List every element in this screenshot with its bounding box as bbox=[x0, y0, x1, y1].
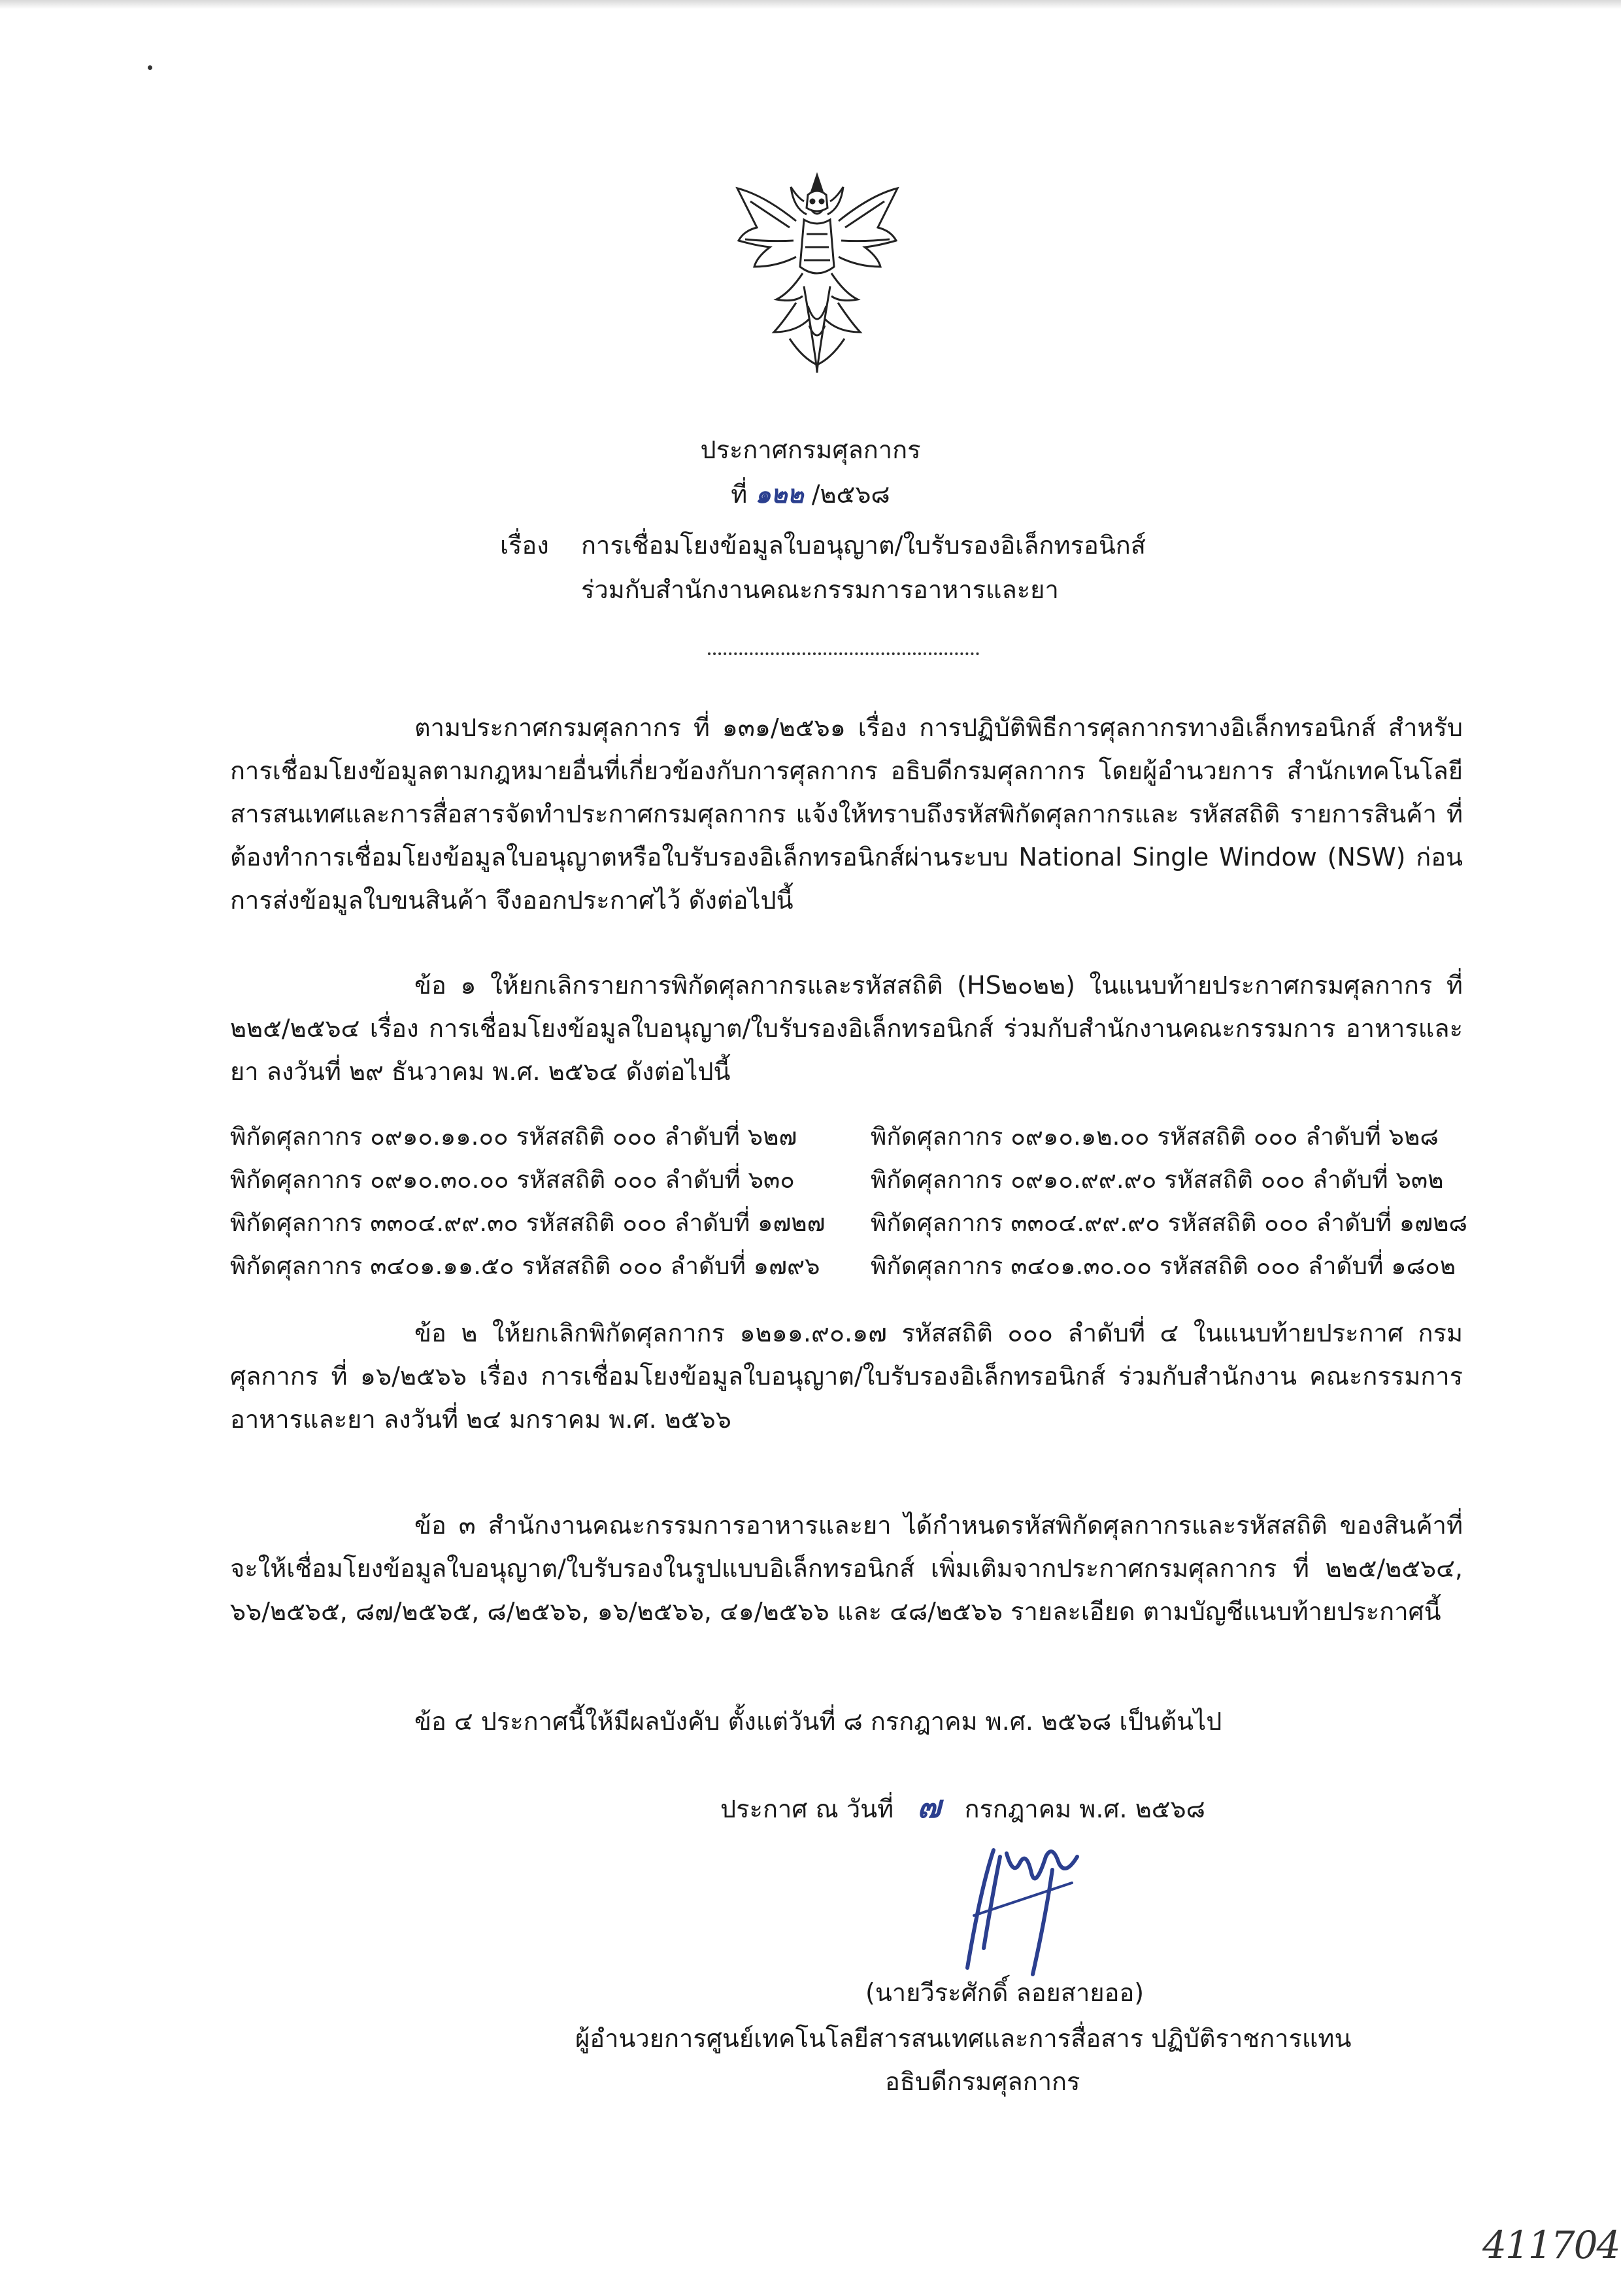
code-item: พิกัดศุลกากร ๓๔๐๑.๓๐.๐๐ รหัสสถิติ ๐๐๐ ลำดับที่ ๑๘๐๒ bbox=[871, 1252, 1456, 1280]
code-row bbox=[230, 1245, 1472, 1288]
signer-position bbox=[575, 2023, 1351, 2054]
clause-2 bbox=[230, 1311, 1463, 1441]
handwritten-day: ๗ bbox=[917, 1789, 941, 1825]
subject-line-2 bbox=[581, 574, 1059, 605]
number-suffix: /๒๕๖๘ bbox=[811, 480, 890, 509]
code-row bbox=[230, 1202, 1472, 1245]
intro-paragraph bbox=[230, 706, 1463, 922]
clause-1 bbox=[230, 964, 1463, 1093]
signature-icon bbox=[954, 1837, 1111, 1981]
garuda-emblem-icon bbox=[731, 169, 904, 378]
number-prefix: ที่ bbox=[731, 480, 748, 509]
clause-2-text: ข้อ ๒ ให้ยกเลิกพิกัดศุลกากร ๑๒๑๑.๙๐.๑๗ รหัสสถิติ ๐๐๐ ลำดับที่ ๔ ในแนบท้ายประกาศ กรมศุลกากร ที่ ๑๖/๒๕๖๖ เรื่อง การเชื่อมโยงข้อมูลใบอนุญาต/ใบรับรองอิเล็กทรอนิกส์ ร่วมกับสำนักงาน คณะกรรมการอาหารและยา ลงวันที่ ๒๔ มกราคม พ.ศ. ๒๕๖๖ bbox=[230, 1319, 1463, 1434]
intro-text: ตามประกาศกรมศุลกากร ที่ ๑๓๑/๒๕๖๑ เรื่อง การปฏิบัติพิธีการศุลกากรทางอิเล็กทรอนิกส์ สำหรับการเชื่อมโยงข้อมูลตามกฎหมายอื่นที่เกี่ยวข้องกับการศุลกากร อธิบดีกรมศุลกากร โดยผู้อำนวยการ สำนักเทคโนโลยีสารสนเทศและการสื่อสารจัดทำประกาศกรมศุลกากร แจ้งให้ทราบถึงรหัสพิกัดศุลกากรและ รหัสสถิติ รายการสินค้า ที่ต้องทำการเชื่อมโยงข้อมูลใบอนุญาตหรือใบรับรองอิเล็กทรอนิกส์ผ่านระบบ National Single Window (NSW) ก่อนการส่งข้อมูลใบขนสินค้า จึงออกประกาศไว้ ดังต่อไปนี้ bbox=[230, 713, 1463, 915]
handwritten-number: ๑๒๒ bbox=[755, 479, 804, 509]
date-prefix: ประกาศ ณ วันที่ bbox=[720, 1795, 894, 1823]
signer-organization bbox=[885, 2066, 1080, 2097]
signer-position-text: ผู้อำนวยการศูนย์เทคโนโลยีสารสนเทศและการสื่อสาร ปฏิบัติราชการแทน bbox=[575, 2024, 1352, 2053]
code-item: พิกัดศุลกากร ๐๙๑๐.๙๙.๙๐ รหัสสถิติ ๐๐๐ ลำดับที่ ๖๓๒ bbox=[871, 1166, 1444, 1194]
subject-label: เรื่อง bbox=[500, 531, 549, 560]
code-item: พิกัดศุลกากร ๓๓๐๔.๙๙.๙๐ รหัสสถิติ ๐๐๐ ลำดับที่ ๑๗๒๘ bbox=[871, 1209, 1468, 1237]
signer-name-text: (นายวีระศักดิ์ ลอยสายออ) bbox=[865, 1978, 1145, 2007]
handwritten-stamp-number: 411704 bbox=[1482, 2223, 1620, 2267]
code-item: พิกัดศุลกากร ๐๙๑๐.๑๑.๐๐ รหัสสถิติ ๐๐๐ ลำดับที่ ๖๒๗ bbox=[230, 1123, 797, 1151]
title-text: ประกาศกรมศุลกากร bbox=[700, 435, 921, 464]
clause-4 bbox=[230, 1700, 1463, 1743]
clause-1-text: ข้อ ๑ ให้ยกเลิกรายการพิกัดศุลกากรและรหัสสถิติ (HS๒๐๒๒) ในแนบท้ายประกาศกรมศุลกากร ที่ ๒๒๕/๒๕๖๔ เรื่อง การเชื่อมโยงข้อมูลใบอนุญาต/ใบรับรองอิเล็กทรอนิกส์ ร่วมกับสำนักงานคณะกรรมการ อาหารและยา ลงวันที่ ๒๙ ธันวาคม พ.ศ. ๒๕๖๔ ดังต่อไปนี้ bbox=[230, 971, 1463, 1086]
signer-org-text: อธิบดีกรมศุลกากร bbox=[885, 2067, 1080, 2096]
clause-4-text: ข้อ ๔ ประกาศนี้ให้มีผลบังคับ ตั้งแต่วันที่ ๘ กรกฎาคม พ.ศ. ๒๕๖๘ เป็นต้นไป bbox=[414, 1707, 1222, 1736]
scan-speck bbox=[148, 65, 152, 70]
signer-name bbox=[865, 1977, 1144, 2008]
code-row bbox=[230, 1115, 1472, 1158]
clause-3 bbox=[230, 1504, 1463, 1633]
code-item: พิกัดศุลกากร ๐๙๑๐.๓๐.๐๐ รหัสสถิติ ๐๐๐ ลำดับที่ ๖๓๐ bbox=[230, 1166, 795, 1194]
code-item: พิกัดศุลกากร ๐๙๑๐.๑๒.๐๐ รหัสสถิติ ๐๐๐ ลำดับที่ ๖๒๘ bbox=[871, 1123, 1439, 1151]
code-row bbox=[230, 1158, 1472, 1202]
code-item: พิกัดศุลกากร ๓๔๐๑.๑๑.๕๐ รหัสสถิติ ๐๐๐ ลำดับที่ ๑๗๙๖ bbox=[230, 1252, 820, 1280]
date-suffix: กรกฎาคม พ.ศ. ๒๕๖๘ bbox=[964, 1795, 1205, 1823]
clause-3-text: ข้อ ๓ สำนักงานคณะกรรมการอาหารและยา ได้กำหนดรหัสพิกัดศุลกากรและรหัสสถิติ ของสินค้าที่จะให้เชื่อมโยงข้อมูลใบอนุญาต/ใบรับรองในรูปแบบอิเล็กทรอนิกส์ เพิ่มเติมจากประกาศกรมศุลกากร ที่ ๒๒๕/๒๕๖๔, ๖๖/๒๕๖๕, ๘๗/๒๕๖๕, ๘/๒๕๖๖, ๑๖/๒๕๖๖, ๔๑/๒๕๖๖ และ ๔๘/๒๕๖๖ รายละเอียด ตามบัญชีแนบท้ายประกาศนี้ bbox=[230, 1511, 1463, 1626]
announcement-date bbox=[720, 1791, 1205, 1825]
separator-dotted-line bbox=[708, 652, 979, 655]
document-number bbox=[0, 479, 1621, 510]
tariff-code-list bbox=[230, 1115, 1472, 1288]
document-title bbox=[0, 434, 1621, 465]
subject-line bbox=[500, 530, 1146, 561]
scan-edge bbox=[0, 0, 1621, 9]
subject-text-2: ร่วมกับสำนักงานคณะกรรมการอาหารและยา bbox=[581, 575, 1059, 604]
subject-text: การเชื่อมโยงข้อมูลใบอนุญาต/ใบรับรองอิเล็กทรอนิกส์ bbox=[581, 531, 1146, 560]
code-item: พิกัดศุลกากร ๓๓๐๔.๙๙.๓๐ รหัสสถิติ ๐๐๐ ลำดับที่ ๑๗๒๗ bbox=[230, 1209, 826, 1237]
